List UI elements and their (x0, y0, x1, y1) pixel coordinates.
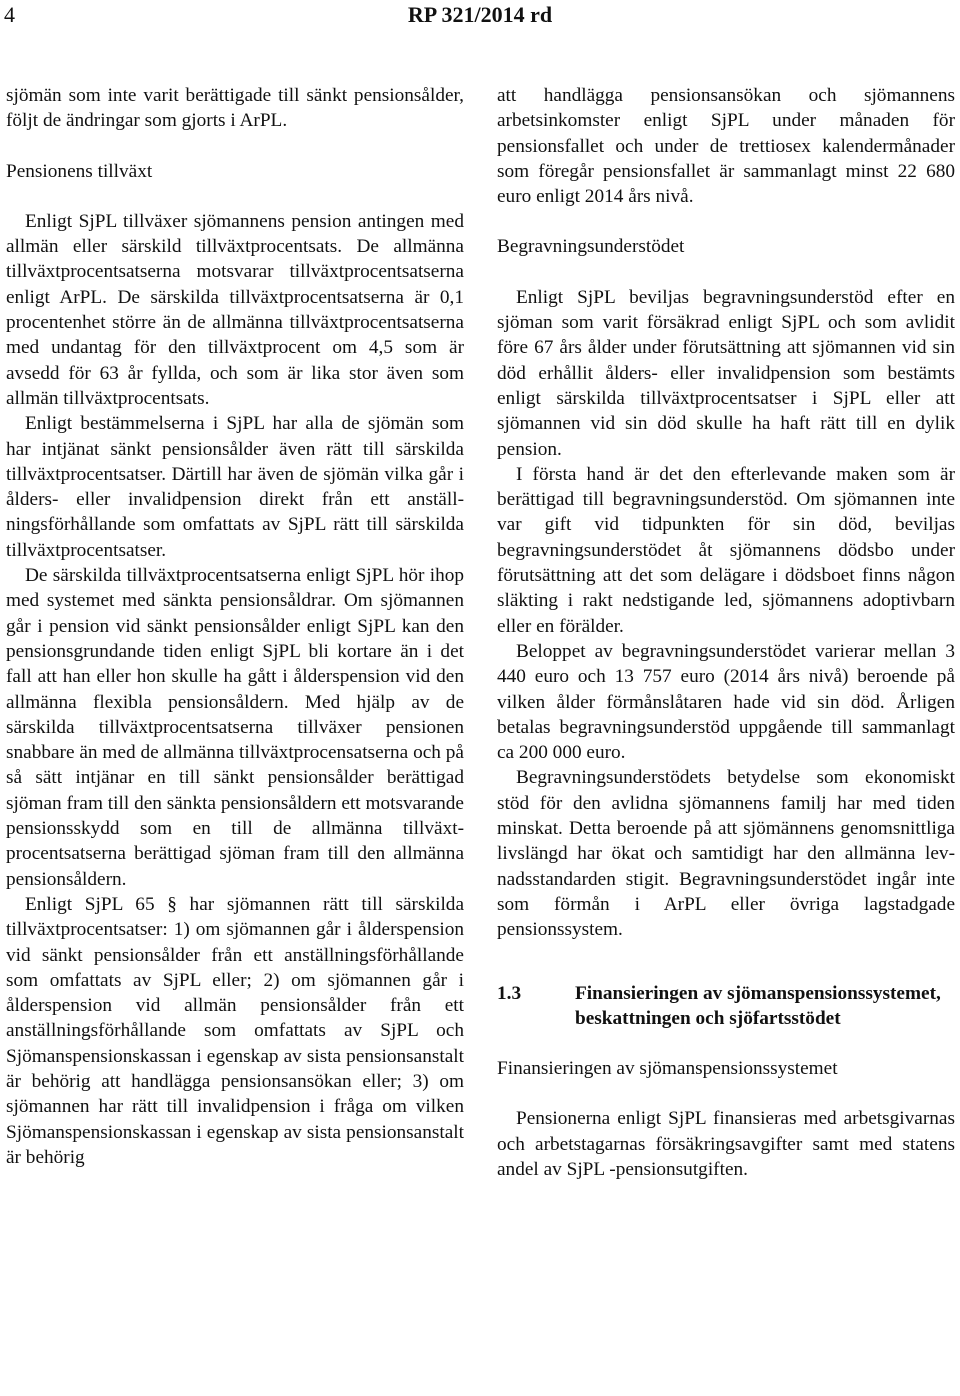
document-id: RP 321/2014 rd (407, 2, 553, 27)
paragraph: Beloppet av begravningsunderstödet varierar mellan 3 440 euro och 13 757 euro (2014 års nivå) beroende på vilken ålder förmånslåtaren hade vid sin död. Årligen betalas begravningsunderstöd uppgående till sammanlagt ca 200 000 euro. (497, 640, 955, 764)
paragraph: De särskilda tillväxtprocentsatserna enligt SjPL hör ihop med systemet med sänkta pensionsåldrar. Om sjömannen går i pension vid sänkt pensionsålder enligt SjPL kan den pensionsgrundande tiden enligt SjPL bli kortare än i det fall att han eller hon skulle ha gått i ålderspension vid den allmänna flexibla pensionsåldern. Med hjälp av de särskilda tillväxtprocentsatserna tillväxer pensionen snabbare än med de allmänna tillväxtprocensatserna och på så sätt intjänar en till sänkt pensionsålder berättigad sjöman fram till den sänkta pensionsåldern ett motsvarande pensionsskydd som en till de allmänna tillväxtprocentsatserna berättigad sjöman fram till den allmänna pensionsåldern. (6, 565, 464, 890)
section-number: 1.3 (497, 982, 522, 1004)
subheading: Pensionens tillväxt (6, 160, 153, 182)
paragraph: att handlägga pensionsansökan och sjömannens arbetsinkomster enligt SjPL under månaden för pensionsfallet och under de trettiosex kalendermånader som föregår pensionsfallet är sammanlagt minst 22 680 euro enligt 2014 års nivå. (497, 85, 955, 208)
section-title: Finansieringen av sjömanspensionssystemet, beskattningen och sjöfartsstödet (575, 982, 941, 1029)
paragraph: Enligt SjPL 65 § har sjömannen rätt till särskilda tillväxtprocentsatser: 1) om sjömannen går i ålderspension vid sänkt pensionsålder från ett anställningsförhållande som omfattats av SjPL eller; 2) om sjömannen går i ålderspension vid allmän pensionsålder från ett anställningsförhållande som omfattats av SjPL och Sjömanspensionskassan i egenskap av sista pensionsanstalt är behörig att handlägga pensionsansökan eller; 3) om sjömannen har rätt till invalidpension i fråga om vilken Sjömanspensionskassan i egenskap av sista pensionsanstalt är behörig (6, 893, 464, 1168)
paragraph: Begravningsunderstödets betydelse som ekonomiskt stöd för den avlidna sjömannens familj har med tiden minskat. Detta beroende på att sjömännens genomsnittliga livslängd har ökat och samtidigt har den allmänna levnadsstandarden stigit. Begravningsunderstödet ingår inte som förmån i ArPL eller övriga lagstadgade pensionssystem. (497, 767, 955, 941)
paragraph: I första hand är det den efterlevande maken som är berättigad till begravningsunderstöd. Om sjömannen inte var gift vid tidpunkten för sin död, beviljas begravningsunderstödet åt sjömannens dödsbo under förutsättning att det som delägare i dödsboet finns någon släkting i rakt nedstigande led, sjömannens adoptivbarn eller en förälder. (497, 463, 955, 637)
paragraph: sjömän som inte varit berättigade till sänkt pensionsålder, följt de ändringar som gjorts i ArPL. (6, 85, 464, 132)
section-heading (497, 981, 955, 1032)
page-number: 4 (4, 2, 15, 27)
paragraph: Enligt SjPL beviljas begravningsunderstöd efter en sjöman som varit försäkrad enligt SjPL och som avlidit före 67 års ålder under förutsättning att sjömannen vid sin död erhållit ålders- eller invalidpension som bestämts enligt särskilda tillväxtprocentsatser i SjPL eller att sjömannen vid sin död skulle ha haft rätt till en dylik pension. (497, 286, 955, 460)
paragraph: Enligt SjPL tillväxer sjömannens pension antingen med allmän eller särskild tillväxtprocentsats. De allmänna tillväxtprocentsatserna motsvarar tillväxtprocentsatserna enligt ArPL. De särskilda tillväxtprocentsatserna är 0,1 procentenhet större än de allmänna tillväxtprocentsatserna med undantag för den tillväxtprocent om 4,5 som är avsedd för 63 år fyllda, och som är lika stor även som allmän tillväxtprocentsats. (6, 210, 464, 409)
subheading: Begravningsunderstödet (497, 236, 685, 258)
subheading: Finansieringen av sjömanspensionssystemet (497, 1058, 838, 1080)
left-column (6, 83, 464, 1170)
paragraph: Enligt bestämmelserna i SjPL har alla de sjömän som har intjänat sänkt pensionsålder även rätt till särskilda tillväxtprocentsatser. Därtill har även de sjömän vilka går i ålders- eller invalidpension direkt från ett anställningsförhållande som omfattats av SjPL rätt till särskilda tillväxtprocentsatser. (6, 413, 464, 561)
page-header (0, 2, 960, 36)
right-column (497, 83, 955, 1182)
paragraph: Pensionerna enligt SjPL finansieras med arbetsgivarnas och arbetstagarnas försäkringsavgifter samt med statens andel av SjPL -pensionsutgiften. (497, 1108, 955, 1180)
